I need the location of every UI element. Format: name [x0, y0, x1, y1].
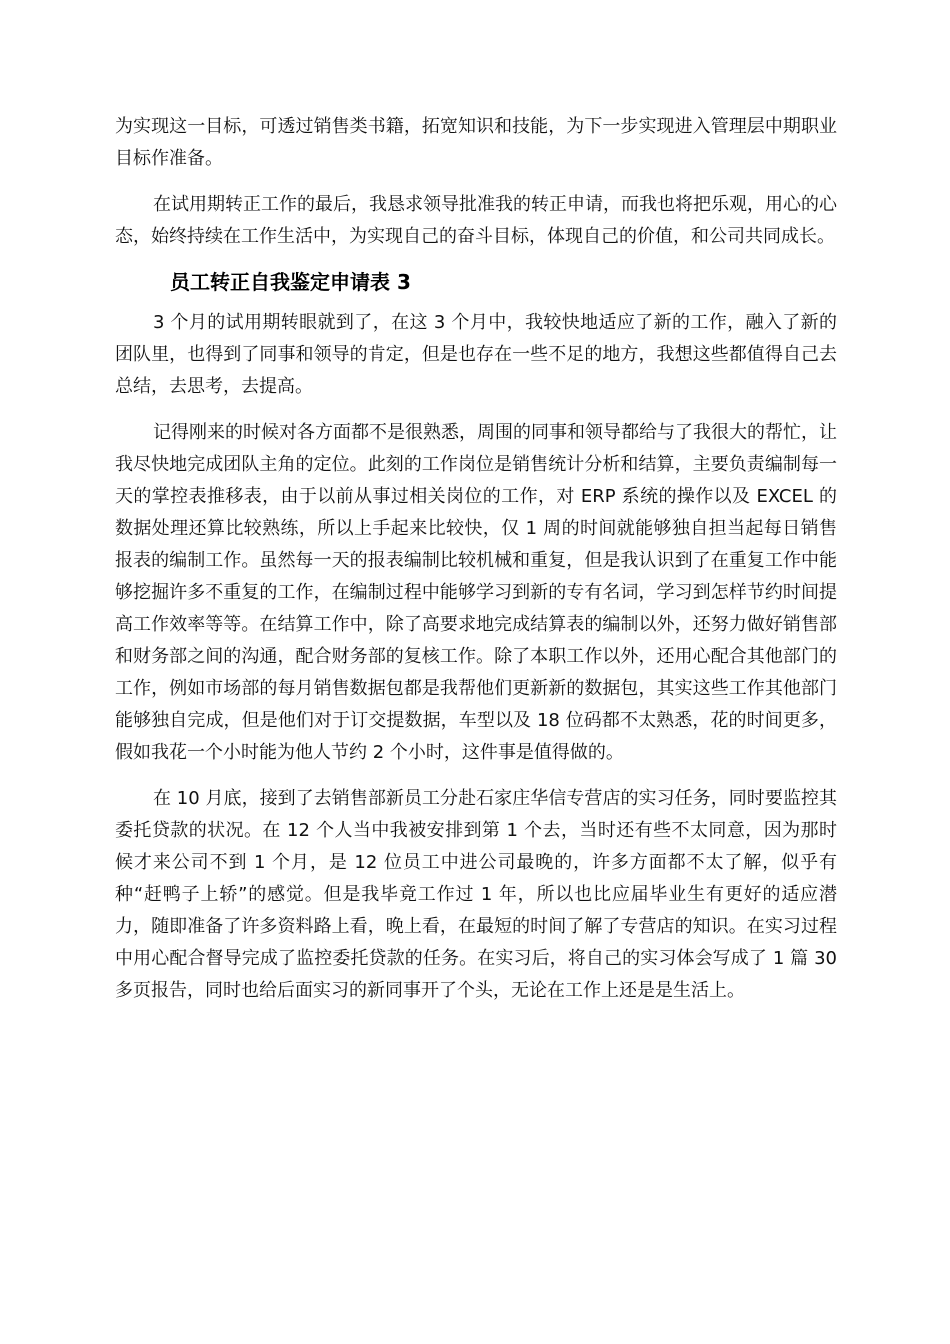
document-body — [115, 111, 837, 1021]
paragraph-work-duties: 记得刚来的时候对各方面都不是很熟悉，周围的同事和领导都给与了我很大的帮忙，让我尽快地完成团队主角的定位。此刻的工作岗位是销售统计分析和结算，主要负责编制每一天的掌控表推移表，由于以前从事过相关岗位的工作，对 ERP 系统的操作以及 EXCEL 的数据处理还算比较熟练，所以上手起来比较快，仅 1 周的时间就能够独自担当起每日销售报表的编制工作。虽然每一天的报表编制比较机械和重复，但是我认识到了在重复工作中能够挖掘许多不重复的工作，在编制过程中能够学习到新的专有名词，学习到怎样节约时间提高工作效率等等。在结算工作中，除了高要求地完成结算表的编制以外，还努力做好销售部和财务部之间的沟通，配合财务部的复核工作。除了本职工作以外，还用心配合其他部门的工作，例如市场部的每月销售数据包都是我帮他们更新新的数据包，其实这些工作其他部门能够独自完成，但是他们对于订交提数据，车型以及 18 位码都不太熟悉，花的时间更多，假如我花一个小时能为他人节约 2 个小时，这件事是值得做的。 — [115, 422, 837, 763]
section-title: 员工转正自我鉴定申请表 3 — [170, 270, 411, 294]
paragraph-internship: 在 10 月底，接到了去销售部新员工分赴石家庄华信专营店的实习任务，同时要监控其委托贷款的状况。在 12 个人当中我被安排到第 1 个去，当时还有些不太同意，因为那时候才来公司不到 1 个月，是 12 位员工中进公司最晚的，许多方面都不太了解，似乎有种“赶鸭子上轿”的感觉。但是我毕竟工作过 1 年，所以也比应届毕业生有更好的适应潜力，随即准备了许多资料路上看，晚上看，在最短的时间了解了专营店的知识。在实习过程中用心配合督导完成了监控委托贷款的任务。在实习后，将自己的实习体会写成了 1 篇 30 多页报告，同时也给后面实习的新同事开了个头，无论在工作上还是是生活上。 — [115, 788, 837, 1001]
paragraph-goal-continuation: 为实现这一目标，可透过销售类书籍，拓宽知识和技能，为下一步实现进入管理层中期职业目标作准备。 — [115, 116, 837, 169]
paragraph-probation-intro: 3 个月的试用期转眼就到了，在这 3 个月中，我较快地适应了新的工作，融入了新的团队里，也得到了同事和领导的肯定，但是也存在一些不足的地方，我想这些都值得自己去总结，去思考，去提高。 — [115, 312, 837, 397]
paragraph-conclusion: 在试用期转正工作的最后，我恳求领导批准我的转正申请，而我也将把乐观，用心的心态，始终持续在工作生活中，为实现自己的奋斗目标，体现自己的价值，和公司共同成长。 — [115, 194, 837, 247]
